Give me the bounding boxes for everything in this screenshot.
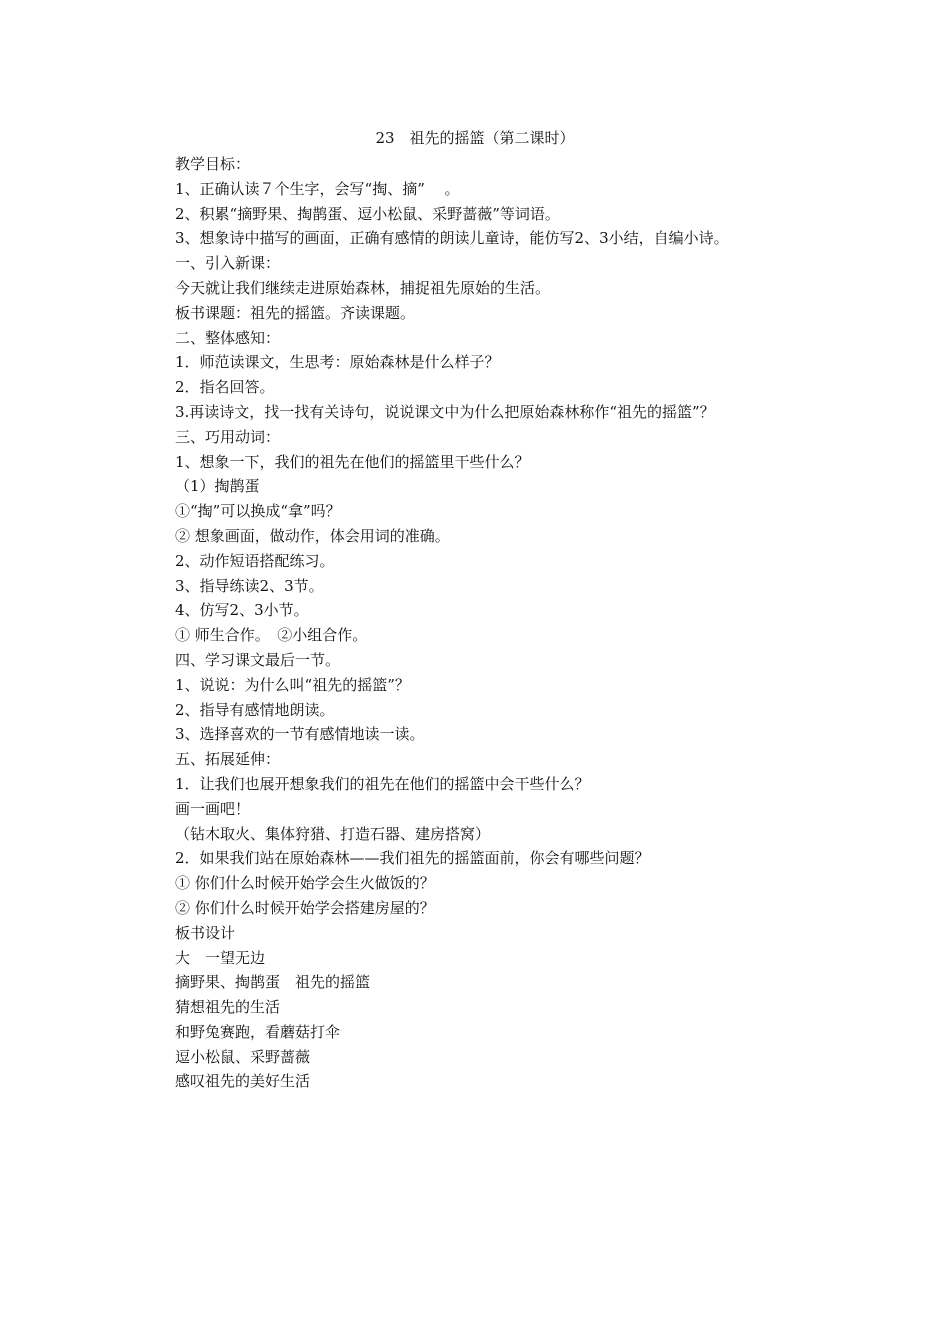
text-line: 教学目标： [175,155,251,173]
text-line: 感叹祖先的美好生活 [175,1072,311,1091]
text-line: 画一画吧！ [175,799,251,818]
document-title: 23 祖先的摇篮（第二课时） [375,129,575,147]
text-line: 2．指名回答。 [175,378,275,397]
text-line: （钻木取火、集体狩猎、打造石器、建房搭窝） [175,824,491,843]
text-line: 板书设计 [175,923,236,942]
text-line: 2、动作短语搭配练习。 [175,551,335,570]
text-line: 4、仿写2、3小节。 [175,601,309,620]
text-line: 3、选择喜欢的一节有感情地读一读。 [175,725,425,744]
text-line: 1、正确认读７个生字，会写“掏、摘” 。 [175,179,460,198]
text-line: 二、整体感知： [175,328,281,347]
text-line: ① 师生合作。 ②小组合作。 [175,626,368,645]
text-line: 猜想祖先的生活 [175,998,281,1017]
text-line: 摘野果、掏鹊蛋 祖先的摇篮 [175,973,371,992]
text-line: 板书课题：祖先的摇篮。齐读课题。 [175,303,416,322]
text-line: 3、想象诗中描写的画面，正确有感情的朗读儿童诗，能仿写2、3小结，自编小诗。 [175,229,729,248]
document-body [175,152,875,1094]
text-line: 2、指导有感情地朗读。 [175,700,335,719]
text-line: 2、积累“摘野果、掏鹊蛋、逗小松鼠、采野蔷薇”等词语。 [175,204,560,223]
text-line: 1．让我们也展开想象我们的祖先在他们的摇篮中会干些什么？ [175,774,590,793]
text-line: 和野兔赛跑，看蘑菇打伞 [175,1022,341,1041]
text-line: ② 想象画面，做动作，体会用词的准确。 [175,526,450,545]
text-line: 1．师范读课文，生思考：原始森林是什么样子？ [175,353,500,372]
text-line: 今天就让我们继续走进原始森林，捕捉祖先原始的生活。 [175,278,551,297]
text-line: 逗小松鼠、采野蔷薇 [175,1047,311,1066]
text-line: ② 你们什么时候开始学会搭建房屋的？ [175,898,435,917]
text-line: 一、引入新课： [175,254,281,273]
text-line: 1、说说：为什么叫“祖先的摇篮”？ [175,675,410,694]
text-line: 3.再读诗文，找一找有关诗句，说说课文中为什么把原始森林称作“祖先的摇篮”？ [175,402,715,421]
text-line: （1）掏鹊蛋 [175,477,260,496]
text-line: 四、学习课文最后一节。 [175,650,341,669]
text-line: 2．如果我们站在原始森林——我们祖先的摇篮面前，你会有哪些问题？ [175,849,650,868]
text-line: 3、指导练读2、3节。 [175,576,324,595]
text-line: 1、想象一下，我们的祖先在他们的摇篮里干些什么？ [175,452,530,471]
text-line: ① 你们什么时候开始学会生火做饭的？ [175,874,435,893]
text-line: 大 一望无边 [175,948,266,967]
text-line: 三、巧用动词： [175,427,281,446]
text-line: 五、拓展延伸： [175,750,281,769]
text-line: ①“掏”可以换成“拿”吗？ [175,502,341,521]
